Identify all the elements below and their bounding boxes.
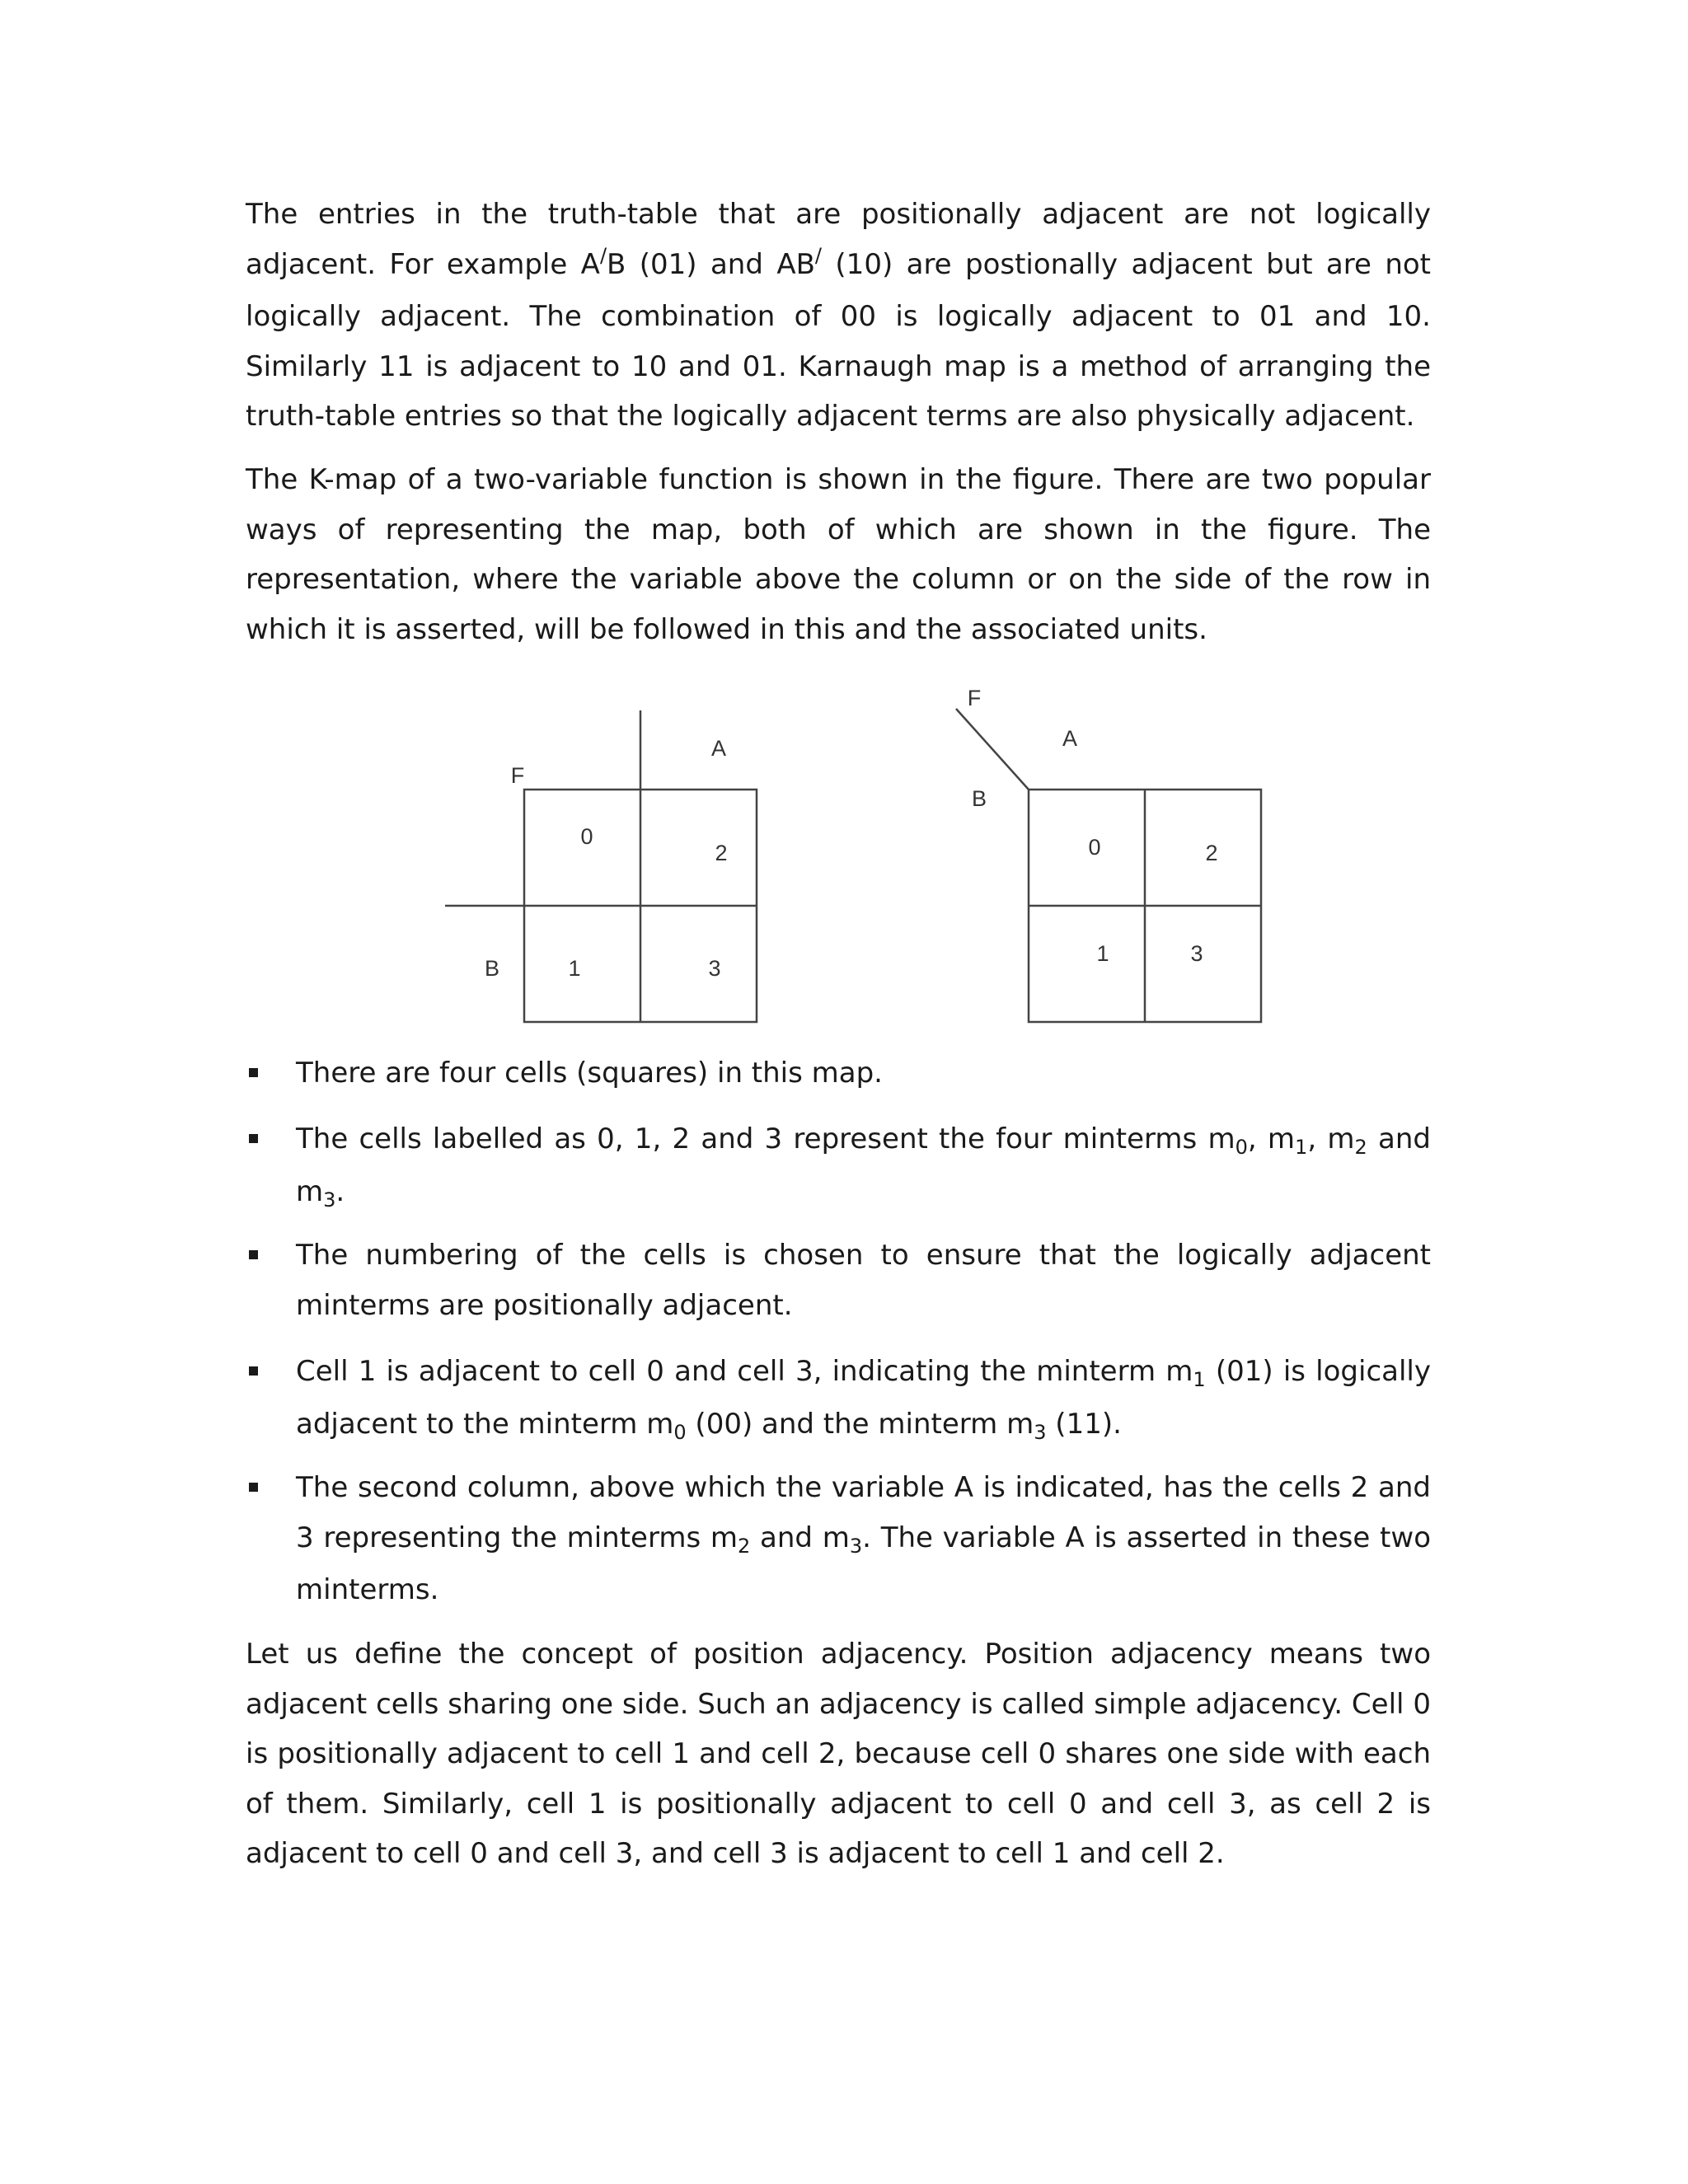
paragraph-position-adjacency — [246, 1629, 1431, 1879]
right-kmap-diagonal — [956, 709, 1029, 790]
subscript: 3 — [849, 1534, 863, 1558]
subscript: 0 — [1235, 1136, 1248, 1159]
left-kmap-function-label: F — [510, 763, 525, 788]
right-kmap-cell-3: 3 — [1190, 941, 1203, 966]
bullet-text — [296, 1230, 1431, 1330]
subscript: 3 — [1034, 1420, 1047, 1444]
superscript: / — [599, 243, 607, 267]
right-kmap-cell-1: 1 — [1096, 941, 1109, 966]
bullet-square-icon — [249, 1366, 258, 1376]
superscript: / — [814, 243, 823, 267]
left-kmap-cell-1: 1 — [568, 956, 581, 981]
bullet-square-icon — [249, 1250, 258, 1259]
bullet-text — [296, 1114, 1431, 1219]
text-run: (11). — [1046, 1407, 1122, 1441]
text-run: (00) and the minterm m — [686, 1407, 1034, 1441]
bullet-square-icon — [249, 1483, 258, 1492]
subscript: 0 — [673, 1420, 687, 1444]
text-run: (10) are postionally adjacent but are not logically adjacent. The combination of 00 is logically adjacent to 01 and 10. Similarly 11 is adjacent to 10 and 01. Karnaugh map is a method of arranging the truth-table entries so that the logically adjacent terms are also physically adjacent. — [246, 247, 1432, 433]
text-run: The entries in the truth-table that are positionally adjacent are not logically adjacent. For example A — [246, 198, 1431, 281]
left-kmap-cell-3: 3 — [708, 956, 721, 981]
bullet-text — [296, 1463, 1431, 1615]
text-run: B (01) and AB — [607, 247, 815, 281]
right-kmap-column-var: A — [1062, 726, 1078, 751]
text-run: (01) is logically adjacent to the minterm m — [296, 1355, 1432, 1441]
subscript: 1 — [1193, 1368, 1206, 1391]
left-kmap-cell-2: 2 — [715, 841, 728, 865]
right-kmap-function-label: F — [967, 686, 982, 710]
text-run: There are four cells (squares) in this map. — [296, 1057, 883, 1090]
text-run: . The variable A is asserted in these two minterms. — [296, 1521, 1431, 1606]
text-run: , m — [1247, 1122, 1296, 1155]
left-kmap-row-var: B — [484, 956, 500, 981]
text-run: . — [335, 1174, 345, 1208]
left-kmap-cell-0: 0 — [580, 824, 593, 849]
text-run: The K-map of a two-variable function is shown in the figure. There are two popular ways of representing the map, both of which are shown in the figure. The representation, where the variable above the column or on the side of the row in which it is asserted, will be followed in this and the associated units. — [246, 463, 1431, 646]
text-run: Cell 1 is adjacent to cell 0 and cell 3, indicating the minterm m — [296, 1355, 1193, 1388]
bullet-square-icon — [249, 1068, 258, 1077]
bullet-text — [296, 1048, 1431, 1099]
text-run: The numbering of the cells is chosen to ensure that the logically adjacent minterms are positionally adjacent. — [296, 1239, 1431, 1322]
kmap-figure — [0, 0, 1688, 1038]
text-run: and m — [750, 1521, 850, 1554]
right-kmap — [956, 709, 1261, 1022]
right-kmap-cell-2: 2 — [1205, 841, 1218, 865]
left-kmap-column-var: A — [710, 736, 727, 761]
text-run: and m — [296, 1122, 1431, 1208]
text-run: The cells labelled as 0, 1, 2 and 3 represent the four minterms m — [296, 1122, 1236, 1155]
subscript: 2 — [738, 1534, 751, 1558]
subscript: 2 — [1354, 1136, 1367, 1159]
bullet-text — [296, 1347, 1431, 1451]
subscript: 1 — [1295, 1136, 1308, 1159]
right-kmap-cell-0: 0 — [1088, 835, 1101, 860]
right-kmap-row-var: B — [971, 786, 987, 811]
text-run: , m — [1307, 1122, 1355, 1155]
text-run: The second column, above which the variable A is indicated, has the cells 2 and 3 representing the minterms m — [296, 1471, 1431, 1554]
text-run: Let us define the concept of position adjacency. Position adjacency means two adjacent cells sharing one side. Such an adjacency is called simple adjacency. Cell 0 is positionally adjacent to cell 1 and cell 2, because cell 0 shares one side with each of them. Similarly, cell 1 is positionally adjacent to cell 0 and cell 3, as cell 2 is adjacent to cell 0 and cell 3, and cell 3 is adjacent to cell 1 and cell 2. — [246, 1638, 1431, 1870]
subscript: 3 — [323, 1188, 336, 1212]
bullet-square-icon — [249, 1134, 258, 1143]
